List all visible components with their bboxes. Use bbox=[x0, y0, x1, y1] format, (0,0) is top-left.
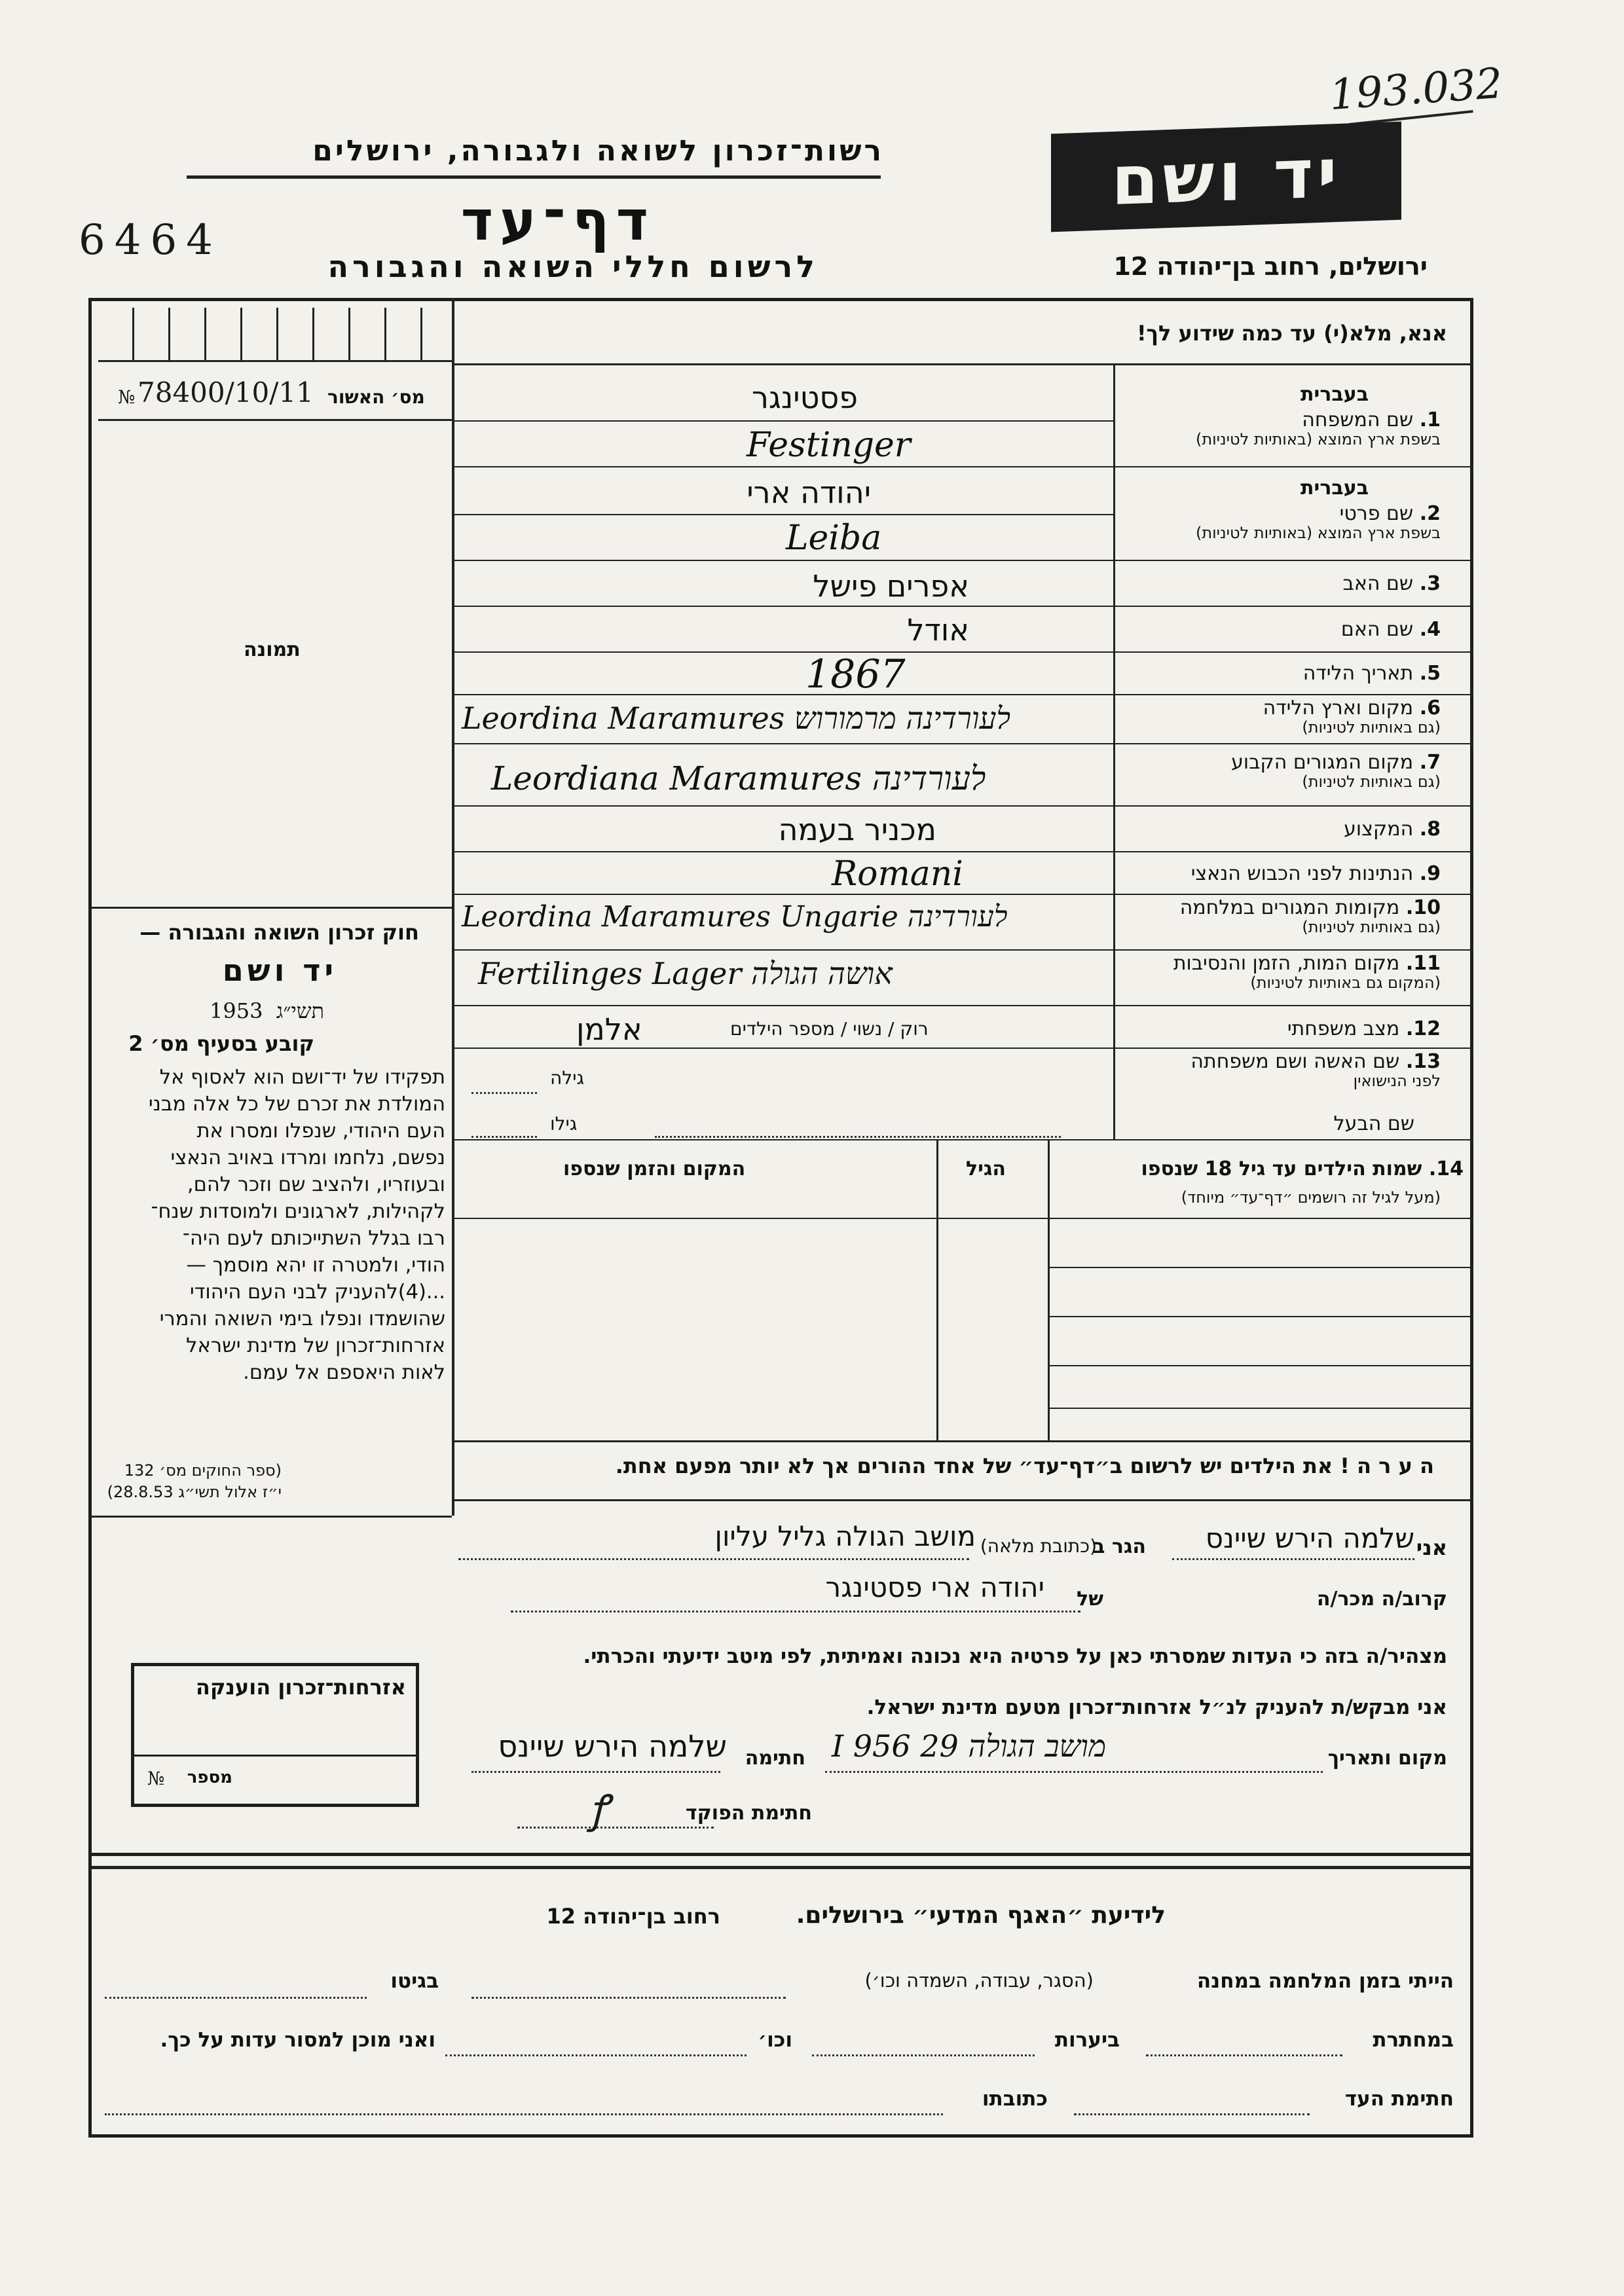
declaration-living-in: הגר ב bbox=[1093, 1535, 1146, 1558]
declaration-address-hint: (כתובת מלאה) bbox=[980, 1535, 1097, 1557]
declaration-statement: מצהיר/ה בזה כי העדות שמסרתי כאן על פרטיה היא נכונה ואמיתית, לפי מיטב ידיעתי והכרתי. bbox=[583, 1645, 1447, 1668]
declarant-name: שלמה הירש שיינס bbox=[1205, 1522, 1414, 1554]
row-line bbox=[452, 1139, 1473, 1140]
row-line bbox=[452, 805, 1473, 807]
photo-bottom-line bbox=[90, 907, 452, 909]
husband-age-label: גילו bbox=[550, 1113, 578, 1135]
row-line bbox=[452, 949, 1473, 951]
surname-hebrew-value: פסטינגר bbox=[751, 380, 858, 415]
law-text-line: העם היהודי, שנפלו ומסרו את bbox=[196, 1120, 445, 1142]
children-row-line bbox=[1048, 1365, 1473, 1366]
citizenship-number-label: מספר bbox=[187, 1768, 232, 1787]
field-marital-label: 12. מצב משפחתי bbox=[1287, 1017, 1441, 1040]
footer-testimony-label: ואני מוכן למסור עדות על כך. bbox=[160, 2028, 435, 2052]
field-nationality-label: 9. הנתינות לפני הכבוש הנאצי bbox=[1190, 862, 1441, 885]
field-death-label: 11. מקום המות, הזמן והנסיבות (המקום גם באותיות לטיניות) bbox=[1173, 952, 1441, 992]
place-date-value: מושב הגולה 29 I 956 bbox=[832, 1728, 1107, 1764]
inner-line bbox=[452, 514, 1113, 515]
declaration-i-am: אני bbox=[1416, 1535, 1447, 1560]
law-text-line: לקהילות, לארגונים ולמוסדות שנח־ bbox=[151, 1200, 445, 1223]
children-place-header: המקום והזמן שנספו bbox=[563, 1157, 746, 1180]
institution-name: רשות־זכרון לשואה ולגבורה, ירושלים bbox=[312, 134, 884, 168]
row-line bbox=[452, 1005, 1473, 1006]
footer-witness-dots bbox=[1074, 2113, 1310, 2115]
declaration-relative-label: קרוב/ה מכר/ה bbox=[1316, 1588, 1447, 1611]
residence-value: Leordiana Maramures לעורדינה bbox=[491, 759, 986, 797]
wife-age-label: גילה bbox=[550, 1067, 585, 1089]
handwritten-form-number: 6464 bbox=[79, 216, 222, 264]
declaration-of-label: של bbox=[1077, 1588, 1103, 1611]
signature-dots bbox=[471, 1771, 720, 1773]
footer-underground-dots bbox=[1146, 2054, 1342, 2056]
law-text-line: לאות היאספם אל עמם. bbox=[243, 1361, 445, 1384]
declarant-address: מושב הגולה גליל עליון bbox=[714, 1520, 976, 1552]
law-text-line: אזרחות־זכרון של מדינת ישראל bbox=[186, 1334, 445, 1357]
photo-label: תמונה bbox=[244, 638, 301, 661]
row-line bbox=[452, 466, 1473, 467]
field-surname-label: 1. שם המשפחה בשפת ארץ המוצא (באותיות לטיניות) bbox=[1196, 409, 1441, 448]
field-firstname-label: 2. שם פרטי בשפת ארץ המוצא (באותיות לטיניות) bbox=[1196, 502, 1441, 542]
footer-etc-label: וכו׳ bbox=[758, 2028, 792, 2052]
husband-name-dots bbox=[655, 1136, 1061, 1138]
footer-title: לידיעת ״האגף המדעי״ בירושלים. bbox=[796, 1902, 1166, 1929]
children-bottom-line bbox=[452, 1440, 1473, 1442]
children-row-line bbox=[1048, 1408, 1473, 1409]
law-text-line: נפשם, נלחמו ומרדו באויב הנאצי bbox=[170, 1146, 445, 1169]
yad-vashem-logo bbox=[1051, 122, 1401, 232]
law-text bbox=[98, 1064, 445, 1386]
footer-ghetto-label: בגיטו bbox=[390, 1969, 439, 1993]
row-line bbox=[452, 894, 1473, 895]
children-label: 14. שמות הילדים עד גיל 18 שנספו bbox=[1141, 1157, 1464, 1180]
hebrew-label-1: בעברית bbox=[1301, 383, 1369, 406]
surname-latin-value: Festinger bbox=[747, 426, 911, 465]
field-residence-label: 7. מקום המגורים הקבוע (גם באותיות לטיניות) bbox=[1231, 751, 1441, 791]
wartime-residence-value: Leordina Maramures Ungarie לעורדינה bbox=[462, 900, 1008, 934]
approval-number-sign: № bbox=[118, 386, 136, 408]
footer-camp-types: (הסגר, עבודה, השמדה וכו׳) bbox=[864, 1969, 1094, 1992]
left-bottom-line bbox=[90, 1516, 452, 1518]
children-sub: (מעל לגיל זה רושמים ״דף־עד״ מיוחד) bbox=[1181, 1188, 1441, 1207]
children-col-divider-2 bbox=[936, 1139, 938, 1440]
marital-options: רוק / נשוי / מספר הילדים bbox=[730, 1018, 929, 1040]
officer-mark: ꝭ bbox=[589, 1787, 608, 1832]
law-citation-date: י״ז אלול תשי״ג 28.8.53) bbox=[107, 1483, 282, 1501]
declarant-name-dots bbox=[1172, 1558, 1414, 1560]
footer-witness-sign-label: חתימת העד bbox=[1344, 2087, 1454, 2111]
declaration-request: אני מבקש/ת להעניק לנ״ל אזרחות־זכרון מטעם מדינת ישראל. bbox=[866, 1696, 1447, 1719]
label-column-divider bbox=[1113, 363, 1115, 1139]
death-place-value: Fertilinges Lager אושה הגולה bbox=[478, 956, 893, 991]
law-text-line: תפקידו של יד־ושם הוא לאסוף אל bbox=[159, 1066, 445, 1089]
footer-camp-dots bbox=[471, 1997, 786, 1999]
officer-label: חתימת הפוקד bbox=[686, 1802, 812, 1825]
law-name: יד ושם bbox=[222, 953, 337, 988]
relative-of-value: יהודה ארי פסטינגר bbox=[825, 1571, 1044, 1603]
hebrew-label-2: בעברית bbox=[1301, 477, 1369, 500]
declarant-address-dots bbox=[458, 1558, 969, 1560]
approval-value: 78400/10/11 bbox=[138, 376, 314, 409]
row-line bbox=[452, 851, 1473, 852]
citizenship-box-divider bbox=[131, 1755, 419, 1757]
signature-label: חתימה bbox=[745, 1747, 805, 1770]
field-husband-label: שם הבעל bbox=[1333, 1112, 1414, 1135]
signature-value: שלמה הירש שיינס bbox=[498, 1728, 727, 1764]
institution-underline bbox=[187, 175, 881, 179]
law-citation: (ספר החוקים מס׳ 132 bbox=[124, 1461, 282, 1480]
children-header-line bbox=[452, 1218, 1473, 1219]
field-birthplace-label: 6. מקום וארץ הלידה (גם באותיות לטיניות) bbox=[1263, 697, 1441, 737]
citizenship-number-sign: № bbox=[147, 1768, 165, 1789]
form-title: דף־עד bbox=[460, 189, 655, 253]
footer-address: רחוב בן־יהודה 12 bbox=[546, 1904, 720, 1929]
birthplace-value: Leordina Maramures לעורדינה מרמורוש bbox=[462, 701, 1011, 736]
law-text-line: רבו בגלל השתייכותם לעם היה־ bbox=[182, 1227, 445, 1250]
note-bottom-line bbox=[452, 1499, 1473, 1501]
footer-forests-dots bbox=[812, 2054, 1035, 2056]
firstname-latin-value: Leiba bbox=[786, 519, 882, 558]
place-date-label: מקום ותאריך bbox=[1327, 1747, 1447, 1770]
law-title: חוק זכרון השואה והגבורה — bbox=[139, 920, 419, 945]
top-row-divider bbox=[452, 363, 1473, 365]
citizenship-title: אזרחות־זכרון הוענקה bbox=[195, 1675, 406, 1700]
relative-of-dots bbox=[511, 1611, 1080, 1613]
place-date-dots bbox=[825, 1771, 1323, 1773]
row-line bbox=[452, 606, 1473, 607]
marital-value: אלמן bbox=[576, 1011, 642, 1047]
logo-text: יד ושם bbox=[1111, 132, 1341, 221]
children-row-line bbox=[1048, 1267, 1473, 1268]
law-text-line: הודי, ולמטרה זו יהא מוסמך — bbox=[186, 1254, 445, 1277]
field-father-label: 3. שם האב bbox=[1342, 572, 1441, 595]
approval-underline bbox=[98, 419, 452, 421]
firstname-hebrew-value: יהודה ארי bbox=[747, 475, 871, 510]
footer-etc-dots bbox=[445, 2054, 747, 2056]
footer-camp-label: הייתי בזמן המלחמה במחנה bbox=[1196, 1969, 1454, 1993]
children-age-header: הגיל bbox=[966, 1157, 1006, 1180]
law-year: תשי״ג 1953 bbox=[210, 998, 325, 1023]
profession-value: מכניר בעמה bbox=[778, 812, 936, 847]
father-value: אפרים פישל bbox=[813, 568, 969, 604]
approval-label: מס׳ האשור bbox=[327, 386, 425, 408]
birthdate-value: 1867 bbox=[805, 651, 906, 697]
row-line bbox=[452, 1048, 1473, 1049]
law-text-line: ובעוזריו, ולהציב שם וזכר להם, bbox=[187, 1173, 445, 1196]
law-text-line: ...(4)להעניק לבני העם היהודי bbox=[189, 1281, 445, 1303]
archive-number: 193.032 bbox=[1327, 59, 1504, 120]
form-subtitle: לרשום חללי השואה והגבורה bbox=[327, 249, 819, 284]
footer-address-dots bbox=[105, 2113, 943, 2115]
row-line bbox=[452, 743, 1473, 744]
officer-dots bbox=[517, 1827, 714, 1829]
law-section: קובע בסעיף מס׳ 2 bbox=[128, 1031, 314, 1056]
wife-age-dots bbox=[471, 1092, 537, 1094]
footer-address-label: כתובתו bbox=[982, 2087, 1048, 2111]
footer-ghetto-dots bbox=[105, 1997, 367, 1999]
field-profession-label: 8. המקצוע bbox=[1344, 818, 1441, 841]
children-row-line bbox=[1048, 1316, 1473, 1317]
address: ירושלים, רחוב בן־יהודה 12 bbox=[1113, 252, 1428, 281]
mother-value: אודל bbox=[907, 612, 969, 647]
field-wartime-residence-label: 10. מקומות המגורים במלחמה (גם באותיות לטיניות) bbox=[1179, 896, 1441, 936]
instruction-text: אנא, מלא(י) עד כמה שידוע לך! bbox=[1136, 321, 1447, 346]
law-text-line: שהושמדו ונפלו בימי השואה והמרי bbox=[159, 1307, 445, 1330]
children-note: ה ע ר ה ! את הילדים יש לרשום ב״דף־עד״ של אחד ההורים אך לא יותר מפעם אחת. bbox=[615, 1453, 1434, 1478]
law-text-line: המולדת את זכרם של כל אלה מבני bbox=[148, 1093, 445, 1116]
field-birthdate-label: 5. תאריך הלידה bbox=[1302, 662, 1441, 685]
inner-line bbox=[452, 420, 1113, 422]
children-col-divider-1 bbox=[1048, 1139, 1050, 1440]
nationality-value: Romani bbox=[832, 854, 963, 894]
footer-underground-label: במחתרת bbox=[1373, 2028, 1454, 2052]
row-line bbox=[452, 651, 1473, 653]
row-line bbox=[452, 560, 1473, 561]
left-column-divider bbox=[452, 298, 454, 1516]
footer-forests-label: ביערות bbox=[1054, 2028, 1120, 2052]
husband-age-dots bbox=[471, 1136, 537, 1138]
field-wife-label: 13. שם האשה ושם משפחתה לפני הנישואין bbox=[1190, 1050, 1441, 1090]
row-line bbox=[452, 694, 1473, 695]
field-mother-label: 4. שם האם bbox=[1340, 618, 1441, 641]
approval-boxes bbox=[98, 308, 452, 362]
